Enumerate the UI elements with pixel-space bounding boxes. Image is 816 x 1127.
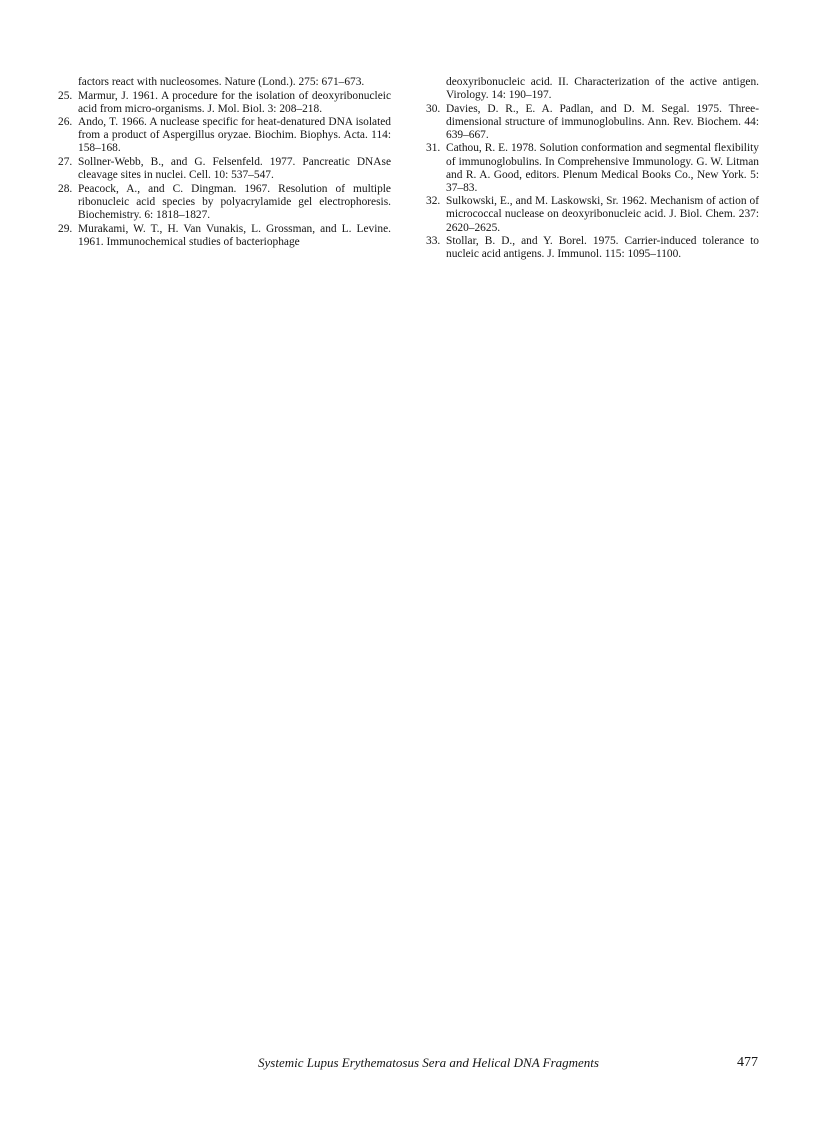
reference-text: Sollner-Webb, B., and G. Felsenfeld. 1977. Pancreatic DNAse cleavage sites in nuclei. Cell. 10: 537–547.: [78, 156, 391, 182]
running-title: Systemic Lupus Erythematosus Sera and Helical DNA Fragments: [258, 1055, 599, 1070]
reference-number: 25.: [58, 89, 73, 102]
reference-number: 33.: [426, 235, 441, 248]
reference-entry: [58, 156, 391, 182]
reference-entry: [426, 195, 759, 234]
reference-text: Sulkowski, E., and M. Laskowski, Sr. 1962. Mechanism of action of micrococcal nuclease on deoxyribonucleic acid. J. Biol. Chem. 237: 2620–2625.: [446, 195, 759, 234]
reference-number: 26.: [58, 116, 73, 129]
reference-text: Murakami, W. T., H. Van Vunakis, L. Grossman, and L. Levine. 1961. Immunochemical studies of bacteriophage: [78, 222, 391, 248]
reference-number: 29.: [58, 222, 73, 235]
reference-number: 27.: [58, 156, 73, 169]
reference-entry: [58, 183, 391, 222]
references-right-column: [426, 76, 759, 262]
page-number: 477: [737, 1055, 758, 1070]
reference-entry: [426, 142, 759, 194]
references-left-column: [58, 76, 391, 249]
reference-text: deoxyribonucleic acid. II. Characterization of the active antigen. Virology. 14: 190–197.: [446, 76, 759, 102]
reference-entry: [426, 103, 759, 142]
reference-entry: [58, 116, 391, 155]
reference-number: 30.: [426, 102, 441, 115]
reference-text: Peacock, A., and C. Dingman. 1967. Resolution of multiple ribonucleic acid species by polyacrylamide gel electrophoresis. Biochemistry. 6: 1818–1827.: [78, 182, 391, 221]
reference-text: Davies, D. R., E. A. Padlan, and D. M. Segal. 1975. Three-dimensional structure of immunoglobulins. Ann. Rev. Biochem. 44: 639–667.: [446, 102, 759, 141]
reference-entry: [58, 223, 391, 249]
reference-entry: [58, 90, 391, 116]
reference-text: Ando, T. 1966. A nuclease specific for heat-denatured DNA isolated from a product of Aspergillus oryzae. Biochim. Biophys. Acta. 114: 158–168.: [78, 116, 391, 155]
reference-entry: [426, 76, 759, 102]
reference-text: Cathou, R. E. 1978. Solution conformation and segmental flexibility of immunoglobulins. In Comprehensive Immunology. G. W. Litman and R. A. Good, editors. Plenum Medical Books Co., New York. 5: 37–83.: [446, 142, 759, 194]
reference-entry: [58, 76, 391, 89]
reference-text: Stollar, B. D., and Y. Borel. 1975. Carrier-induced tolerance to nucleic acid antigens. J. Immunol. 115: 1095–1100.: [446, 235, 759, 261]
reference-text: Marmur, J. 1961. A procedure for the isolation of deoxyribonucleic acid from micro-organisms. J. Mol. Biol. 3: 208–218.: [78, 89, 391, 115]
reference-number: 28.: [58, 182, 73, 195]
reference-text: factors react with nucleosomes. Nature (Lond.). 275: 671–673.: [78, 76, 365, 88]
reference-entry: [426, 235, 759, 261]
reference-number: 31.: [426, 142, 441, 155]
reference-number: 32.: [426, 195, 441, 208]
